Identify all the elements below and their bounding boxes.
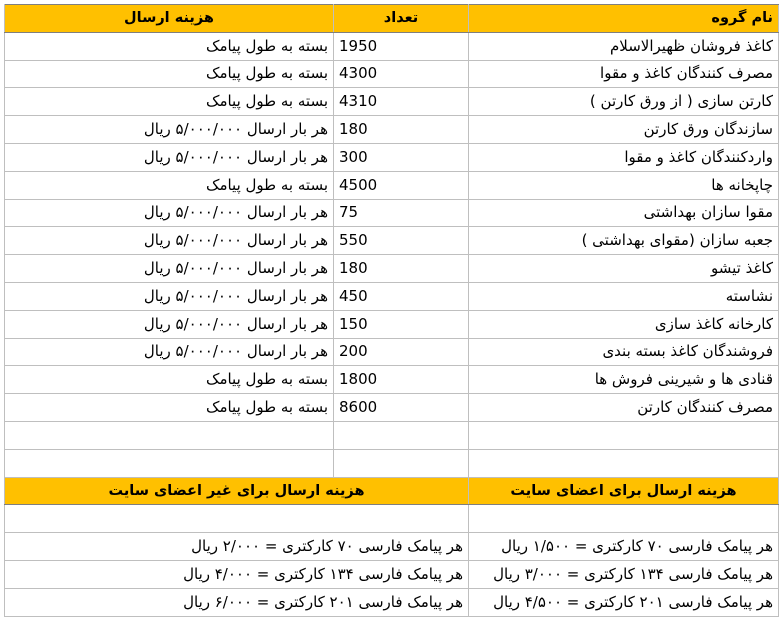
table-row xyxy=(5,282,779,310)
group-count-cell[interactable]: 450 xyxy=(334,282,469,310)
group-name-cell[interactable]: جعبه سازان (مقوای بهداشتی ) xyxy=(469,227,779,255)
header-count[interactable]: تعداد xyxy=(334,5,469,33)
group-count-cell[interactable]: 4300 xyxy=(334,60,469,88)
group-cost-cell[interactable]: بسته به طول پیامک xyxy=(5,171,334,199)
group-cost-cell[interactable]: هر بار ارسال ۵/۰۰۰/۰۰۰ ریال xyxy=(5,116,334,144)
group-name-cell[interactable]: کارتن سازی ( از ورق کارتن ) xyxy=(469,88,779,116)
group-cost-cell[interactable]: هر بار ارسال ۵/۰۰۰/۰۰۰ ریال xyxy=(5,310,334,338)
table-row xyxy=(5,199,779,227)
group-count-cell[interactable]: 4310 xyxy=(334,88,469,116)
empty-cell[interactable] xyxy=(334,449,469,477)
non-members-price-cell[interactable]: هر پیامک فارسی ۷۰ کارکتری = ۲/۰۰۰ ریال xyxy=(5,533,469,561)
group-name-cell[interactable]: فروشندگان کاغذ بسته بندی xyxy=(469,338,779,366)
pricing-row xyxy=(5,533,779,561)
group-name-cell[interactable]: نشاسته xyxy=(469,282,779,310)
members-pricing-header[interactable]: هزینه ارسال برای اعضای سایت xyxy=(469,477,779,505)
table-row xyxy=(5,143,779,171)
price-table xyxy=(4,4,779,617)
empty-cell[interactable] xyxy=(334,421,469,449)
members-price-cell[interactable]: هر پیامک فارسی ۲۰۱ کارکتری = ۴/۵۰۰ ریال xyxy=(469,588,779,616)
table-row xyxy=(5,310,779,338)
table-row xyxy=(5,394,779,422)
group-name-cell[interactable]: مصرف کنندگان کارتن xyxy=(469,394,779,422)
non-members-pricing-header[interactable]: هزینه ارسال برای غیر اعضای سایت xyxy=(5,477,469,505)
group-cost-cell[interactable]: بسته به طول پیامک xyxy=(5,88,334,116)
group-count-cell[interactable]: 180 xyxy=(334,255,469,283)
table-row xyxy=(5,227,779,255)
group-count-cell[interactable]: 1950 xyxy=(334,32,469,60)
group-count-cell[interactable]: 150 xyxy=(334,310,469,338)
group-cost-cell[interactable]: هر بار ارسال ۵/۰۰۰/۰۰۰ ریال xyxy=(5,227,334,255)
empty-cell[interactable] xyxy=(469,449,779,477)
table-row xyxy=(5,255,779,283)
group-name-cell[interactable]: چاپخانه ها xyxy=(469,171,779,199)
group-count-cell[interactable]: 4500 xyxy=(334,171,469,199)
group-cost-cell[interactable]: هر بار ارسال ۵/۰۰۰/۰۰۰ ریال xyxy=(5,338,334,366)
table-row xyxy=(5,32,779,60)
empty-row xyxy=(5,421,779,449)
empty-cell[interactable] xyxy=(469,505,779,533)
non-members-price-cell[interactable]: هر پیامک فارسی ۲۰۱ کارکتری = ۶/۰۰۰ ریال xyxy=(5,588,469,616)
table-row xyxy=(5,116,779,144)
group-count-cell[interactable]: 8600 xyxy=(334,394,469,422)
group-cost-cell[interactable]: هر بار ارسال ۵/۰۰۰/۰۰۰ ریال xyxy=(5,282,334,310)
group-cost-cell[interactable]: هر بار ارسال ۵/۰۰۰/۰۰۰ ریال xyxy=(5,143,334,171)
members-price-cell[interactable]: هر پیامک فارسی ۷۰ کارکتری = ۱/۵۰۰ ریال xyxy=(469,533,779,561)
group-cost-cell[interactable]: بسته به طول پیامک xyxy=(5,60,334,88)
pricing-row xyxy=(5,588,779,616)
empty-cell[interactable] xyxy=(5,421,334,449)
group-cost-cell[interactable]: بسته به طول پیامک xyxy=(5,32,334,60)
group-name-cell[interactable]: قنادی ها و شیرینی فروش ها xyxy=(469,366,779,394)
group-count-cell[interactable]: 300 xyxy=(334,143,469,171)
empty-row xyxy=(5,505,779,533)
group-name-cell[interactable]: مقوا سازان بهداشتی xyxy=(469,199,779,227)
pricing-row xyxy=(5,560,779,588)
group-count-cell[interactable]: 200 xyxy=(334,338,469,366)
header-cost[interactable]: هزینه ارسال xyxy=(5,5,334,33)
group-name-cell[interactable]: واردکنندگان کاغذ و مقوا xyxy=(469,143,779,171)
empty-cell[interactable] xyxy=(5,505,469,533)
empty-cell[interactable] xyxy=(469,421,779,449)
group-name-cell[interactable]: کاغذ فروشان ظهیرالاسلام xyxy=(469,32,779,60)
group-cost-cell[interactable]: هر بار ارسال ۵/۰۰۰/۰۰۰ ریال xyxy=(5,255,334,283)
group-name-cell[interactable]: مصرف کنندگان کاغذ و مقوا xyxy=(469,60,779,88)
empty-row xyxy=(5,449,779,477)
table-row xyxy=(5,366,779,394)
group-name-cell[interactable]: کاغذ تیشو xyxy=(469,255,779,283)
group-cost-cell[interactable]: بسته به طول پیامک xyxy=(5,394,334,422)
group-count-cell[interactable]: 550 xyxy=(334,227,469,255)
header-row xyxy=(5,5,779,33)
header-group-name[interactable]: نام گروه xyxy=(469,5,779,33)
table-row xyxy=(5,171,779,199)
group-cost-cell[interactable]: بسته به طول پیامک xyxy=(5,366,334,394)
non-members-price-cell[interactable]: هر پیامک فارسی ۱۳۴ کارکتری = ۴/۰۰۰ ریال xyxy=(5,560,469,588)
group-name-cell[interactable]: کارخانه کاغذ سازی xyxy=(469,310,779,338)
table-row xyxy=(5,88,779,116)
group-count-cell[interactable]: 180 xyxy=(334,116,469,144)
table-row xyxy=(5,60,779,88)
empty-cell[interactable] xyxy=(5,449,334,477)
group-cost-cell[interactable]: هر بار ارسال ۵/۰۰۰/۰۰۰ ریال xyxy=(5,199,334,227)
group-count-cell[interactable]: 75 xyxy=(334,199,469,227)
table-row xyxy=(5,338,779,366)
members-price-cell[interactable]: هر پیامک فارسی ۱۳۴ کارکتری = ۳/۰۰۰ ریال xyxy=(469,560,779,588)
group-name-cell[interactable]: سازندگان ورق کارتن xyxy=(469,116,779,144)
pricing-header-row xyxy=(5,477,779,505)
group-count-cell[interactable]: 1800 xyxy=(334,366,469,394)
